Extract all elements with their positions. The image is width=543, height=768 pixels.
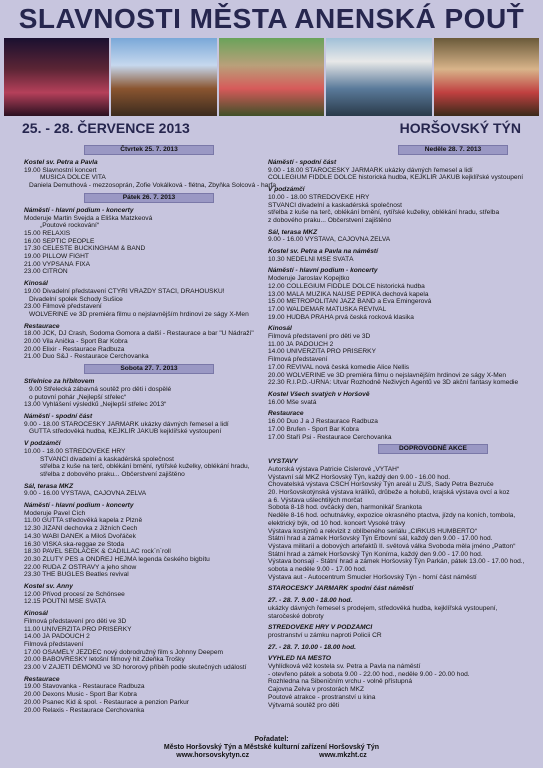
program-line: Filmová představení	[268, 356, 328, 364]
program-line: Sobota 8-18 hod. ovčácký den, harmonikář Šrankota	[268, 504, 422, 512]
program-line: sobota a neděle 9.00 - 17.00 hod.	[268, 566, 367, 574]
program-line: 9.00 - 18.00 STAROČESKÝ JARMARK ukázky dávných řemesel a lidí	[24, 420, 229, 428]
program-line: 21.00 Duo S&J - Restaurace Čerchovanka	[24, 353, 149, 361]
program-line: 9.00 - 16.00 VÝSTAVA, ČAJOVNA ŽELVA	[24, 490, 147, 498]
program-line: 23.00 V ZAJETÍ DÉMONŮ ve 3D hororový příběh podle skutečných událostí	[24, 664, 247, 672]
program-line: Státní hrad a zámek Horšovský Týn Erbovní sál, každý den 9.00 - 17.00 hod.	[268, 535, 493, 543]
program-line: 19.00 HUDBA PRAHA prvá česká rocková klasika	[268, 313, 414, 321]
program-line: 23.00 CITRON	[24, 268, 68, 276]
venue-heading: Kinosál	[24, 610, 48, 618]
program-line: Výstava kostýmů a rekvizit z oblíbeného seriálu „CIRKUS HUMBERTO“	[268, 527, 477, 535]
venue-heading: Náměstí - hlavní podium - koncerty	[24, 502, 134, 510]
program-line: Daniela Demuthová - mezzosoprán, Žofie Vokálková - flétna, Zbyňka Šolcová - harfa	[29, 182, 277, 190]
program-line: elektrický býk, od 10 hod. koncert Vysoké trávy	[268, 519, 406, 527]
program-line: 11.00 GUTTA středověká kapela z Plzně	[24, 517, 143, 525]
program-line: 16.00 SEPTIC PEOPLE	[24, 237, 95, 245]
program-line: 17.00 Brufen - Sport Bar Kobra	[268, 425, 359, 433]
program-line: Poutové atrakce - prostranství u kina	[268, 693, 376, 701]
program-line: 19.00 Slavnostní koncert	[24, 166, 97, 174]
program-line: 22.30 R.I.P.D.-URNA: Útvar Rozhodně Neživých Agentů ve 3D akční fantasy komedie	[268, 379, 519, 387]
program-line: 23.30 THE BUGLES Beatles revival	[24, 571, 129, 579]
program-line: 20.00 Psanec Kid & spol. - Restaurace a penzion Parkur	[24, 698, 189, 706]
venue-heading: Kostel sv. Anny	[24, 583, 73, 591]
venue-heading: VÝHLED NA MĚSTO	[268, 655, 332, 663]
program-line: ukázky dávných řemesel s prodejem, středověká hudba, kejklířská vystoupení,	[268, 604, 498, 612]
program-line: 23.00 Filmové představení	[24, 303, 102, 311]
venue-heading: STAROČESKÝ JARMARK spodní část náměstí	[268, 585, 414, 593]
brass-band-photo	[111, 38, 216, 116]
program-line: 18.30 PAVEL SEDLÁČEK & CADILLAC rock´n´roll	[24, 548, 171, 556]
program-line: 14.30 WABI DANĚK a Miloš Dvořáček	[24, 532, 136, 540]
day-header: Pátek 26. 7. 2013	[84, 193, 214, 203]
day-header: Sobota 27. 7. 2013	[84, 364, 214, 374]
program-line: 17.00 WALDEMAR MATUŠKA REVIVAL	[268, 305, 387, 313]
program-line: střelba z dobového praku... Občerstvení zajištěno	[40, 470, 185, 478]
program-line: 19.00 Divadelní představení ČTYŘI VRAŽDY STAČÍ, DRAHOUŠKU!	[24, 287, 225, 295]
program-line: z dobového praku... Občerstvení zajištěno	[268, 216, 392, 224]
program-line: prostranství u zámku naproti Policii ČR	[268, 631, 382, 639]
program-line: WOLVERINE ve 3D premiéra filmu o nejslavnějším hrdinovi ze ságy X-Men	[29, 310, 249, 318]
program-line: 10.30 NEDĚLNÍ MŠE SVATÁ	[268, 255, 354, 263]
program-line: Výstava bonsají - Státní hrad a zámek Horšovský Týn Parkán, pátek 13.00 - 17.00 hod.,	[268, 558, 525, 566]
program-line: 19.00 Stavovanka - Restaurace Radbuza	[24, 683, 145, 691]
program-line: Výstava militarií a dobových artefaktů II. světová válka Svoboda měla jméno „Patton“	[268, 542, 516, 550]
program-line: 13.00 Vyhlášení výsledků „Nejlepší střelec 2013“	[24, 401, 167, 409]
program-line: Moderuje Martin Švejda a Eliška Matzkeová	[24, 214, 153, 222]
venue-heading: 27. - 28. 7. 10.00 - 18.00 hod.	[268, 643, 356, 651]
program-line: 17.00 REVIVAL nová česká komedie Alice Nellis	[268, 363, 410, 371]
footer	[0, 736, 543, 760]
program-line: Autorská výstava Patricie Cislerové „VÝTAH“	[268, 465, 400, 473]
program-line: a 6. Výstava ušlechtilých morčat	[268, 496, 363, 504]
program-line: Filmová představení	[24, 640, 84, 648]
poster-title: SLAVNOSTI MĚSTA ANENSKÁ POUŤ	[18, 3, 525, 34]
program-line: Rozhledna na Šibeničním vrchu - volně přístupná	[268, 678, 413, 686]
venue-heading: STŘEDOVĚKÉ HRY V PODZÁMČÍ	[268, 624, 373, 632]
program-line: Státní hrad a zámek Horšovský Týn Konírna, každý den 9.00 - 17.00 hod.	[268, 550, 483, 558]
venue-heading: Náměstí - spodní část	[268, 159, 337, 166]
program-line: GUTTA středověká hudba, KEJKLÍŘ JAKUB kejklířské vystoupení	[29, 428, 222, 436]
program-line: Neděle 8-16 hod. ochutnávky, expozice okrasného ptactva, jízdy na koních, tombola,	[268, 512, 516, 520]
program-line: Divadelní spolek Schody Sušice	[29, 295, 123, 303]
venue-heading: V podzámčí	[268, 186, 305, 194]
venue-heading: Sál, terasa MKZ	[268, 228, 318, 236]
program-line: 11.00 UNIVERZITA PRO PŘÍŠERKY	[24, 625, 132, 633]
venue-heading: Kinosál	[24, 280, 48, 288]
castle-performers-photo	[326, 38, 431, 116]
program-line: 16.00 Mše svatá	[268, 398, 317, 406]
town-name: HORŠOVSKÝ TÝN	[399, 120, 521, 136]
program-line: 17.00 OSAMĚLÝ JEZDEC nový dobrodružný film s Johnny Deepem	[24, 648, 224, 656]
venue-heading: VÝSTAVY	[268, 458, 298, 466]
program-line: Filmová představení pro děti ve 3D	[268, 333, 371, 341]
concert-photo	[4, 38, 109, 116]
program-line: 9.00 - 16.00 VÝSTAVA, ČAJOVNA ŽELVA	[268, 236, 391, 244]
program-line: 12.00 Přívod procesí ze Schönsee	[24, 590, 125, 598]
program-line: 20.00 Dexons Music - Sport Bar Kobra	[24, 691, 137, 699]
program-line: Výstavní sál MKZ Horšovský Týn, každý den 9.00 - 16.00 hod.	[268, 473, 451, 481]
program-line: 15.00 RELAXIS	[24, 229, 71, 237]
program-line: 10.00 - 18.00 STŘEDOVĚKÉ HRY	[268, 193, 370, 201]
venue-heading: Náměstí - spodní část	[24, 412, 93, 420]
program-line: 17.00 Staří Psi - Restaurace Čerchovanka	[268, 433, 392, 441]
program-line: 20.00 Relaxis - Restaurace Čerchovanka	[24, 706, 145, 714]
program-line: 12.00 COLLEGIUM FIDDLE DOLCE historická hudba	[268, 282, 425, 290]
venue-heading: Náměstí - hlavní podium - koncerty	[268, 267, 378, 275]
program-line: 17.30 CELESTE BUCKINGHAM & BAND	[24, 245, 146, 253]
venue-heading: Sál, terasa MKZ	[24, 482, 74, 490]
venue-heading: Restaurace	[268, 410, 304, 418]
program-line: 19.00 PILLOW FIGHT	[24, 253, 89, 261]
program-line: Vyhlídková věž kostela sv. Petra a Pavla na náměstí	[268, 663, 421, 671]
program-line: Chovatelská výstava ČSCH Horšovský Týn areál u ZUŠ, Sady Petra Bezruče	[268, 481, 494, 489]
program-line: 9.00 Střelecká zábavná soutěž pro děti i dospělé	[29, 385, 172, 393]
program-line: Výstava aut - Autocentrum Šmucler Horšovský Týn - horní část náměstí	[268, 573, 477, 581]
program-line: 14.00 JÁ PADOUCH 2	[24, 633, 90, 641]
venue-heading: Střelnice za hřbitovem	[24, 378, 95, 386]
program-line: „Poutové rockování“	[40, 222, 100, 230]
program-line: 15.00 METROPOLITAN JAZZ BAND a Eva Emingerová	[268, 298, 432, 306]
program-line: o putovní pohár „Nejlepší střelec“	[29, 393, 127, 401]
program-line: 20.30 ŽLUTÝ PES a ONDŘEJ HEJMA legenda českého bigbítu	[24, 555, 210, 563]
program-line: střelba z kuše na terč, oblékání brnění, rytířské kuželky, oblékání hradu, střelba	[268, 209, 500, 217]
organizer-label: Pořadatel:	[254, 736, 289, 743]
program-line: Moderuje Pavel Cích	[24, 509, 86, 517]
venue-heading: Kinosál	[268, 325, 292, 333]
venue-heading: V podzámčí	[24, 440, 61, 448]
crowd-photo	[434, 38, 539, 116]
venue-heading: Náměstí - hlavní podium - koncerty	[24, 206, 134, 214]
program-line: 16.30 VISKA ska-reggae ze Stoda	[24, 540, 125, 548]
program-line: 20.00 BABOVŘESKY letošní filmový hit Zdeňka Trošky	[24, 656, 185, 664]
program-line: 9.00 - 18.00 STAROČESKÝ JARMARK ukázky dávných řemesel a lidí	[268, 166, 473, 174]
program-line: 10.00 - 18.00 STŘEDOVĚKÉ HRY	[24, 447, 126, 455]
program-line: střelba z kuše na terč, oblékání brnění, rytířské kuželky, oblékání hradu,	[40, 463, 250, 471]
venue-heading: Kostel sv. Petra a Pavla	[24, 159, 98, 166]
program-line: ŠTVANCI divadelní a kaskadérská společnost	[268, 201, 403, 209]
program-line: Čajovna Želva v prostorách MKZ	[268, 686, 365, 694]
program-left-column	[24, 142, 286, 714]
program-line: 20.00 Vila Anička - Sport Bar Kobra	[24, 338, 128, 346]
folk-dancers-photo	[219, 38, 324, 116]
venue-heading: Kostel sv. Petra a Pavla na náměstí	[268, 248, 378, 256]
venue-heading: Kostel Všech svatých v Horšově	[268, 390, 370, 398]
program-line: 21.00 VYPSANÁ FIXA	[24, 260, 90, 268]
program-line: 12.15 POUTNÍ MŠE SVATÁ	[24, 598, 106, 606]
program-line: MUSICA DOLCE VITA	[40, 174, 106, 182]
program-line: 11.00 JÁ PADOUCH 2	[268, 340, 334, 348]
festival-dates: 25. - 28. ČERVENCE 2013	[22, 120, 190, 136]
program-line: 18.00 JCK, DJ Crash, Sodoma Gomora a další - Restaurace a bar "U Nádraží"	[24, 330, 254, 338]
day-header: Neděle 28. 7. 2013	[398, 145, 508, 155]
day-header: Čtvrtek 25. 7. 2013	[84, 145, 214, 155]
program-line: Moderuje Jaroslav Kopejtko	[268, 275, 350, 283]
program-line: ŠTVANCI divadelní a kaskadérská společnost	[40, 455, 175, 463]
program-line: - otevřeno pátek a sobota 9.00 - 22.00 hod., neděle 9.00 - 20.00 hod.	[268, 670, 470, 678]
organizer-name: Město Horšovský Týn a Městské kulturní zařízení Horšovský Týn	[163, 744, 380, 751]
side-events-header: DOPROVODNÉ AKCE	[378, 444, 488, 454]
program-line: 14.00 UNIVERZITA PRO PŘÍŠERKY	[268, 348, 376, 356]
venue-heading: Restaurace	[24, 675, 60, 683]
venue-heading: Restaurace	[24, 322, 60, 330]
program-line: 22.00 RUDA Z OSTRAVY a jeho show	[24, 563, 137, 571]
program-line: staročeské dobroty	[268, 612, 324, 620]
photo-strip	[4, 38, 539, 116]
program-right-column	[268, 142, 533, 709]
program-line: 20.00 WOLVERINE ve 3D premiéra filmu o nejslavnějším hrdinovi ze ságy X-Men	[268, 371, 507, 379]
websites: www.horsovskytyn.cz www.mkzht.cz	[176, 752, 367, 759]
program-line: Filmová představení pro děti ve 3D	[24, 617, 127, 625]
program-line: 13.00 MALÁ MUZIKA NAUŠE PEPIKA dechová kapela	[268, 290, 429, 298]
program-line: 12.30 JIŽÁNI dechovka z Jižních Čech	[24, 525, 138, 533]
venue-heading: 27. - 28. 7. 9.00 - 18.00 hod.	[268, 597, 353, 605]
program-line: 20.00 Elixir - Restaurace Radbuza	[24, 345, 125, 353]
program-line: 16.00 Duo J a J Restaurace Radbuza	[268, 418, 378, 426]
program-line: COLLEGIUM FIDDLE DOLCE historická hudba, KEJKLÍŘ JAKUB kejklířské vystoupení	[268, 174, 524, 182]
program-line: Výtvarná soutěž pro děti	[268, 701, 340, 709]
program-line: 20. Horšovskotýnská výstava králíků, drůbeže a holubů, krajská výstava ovcí a koz	[268, 489, 510, 497]
